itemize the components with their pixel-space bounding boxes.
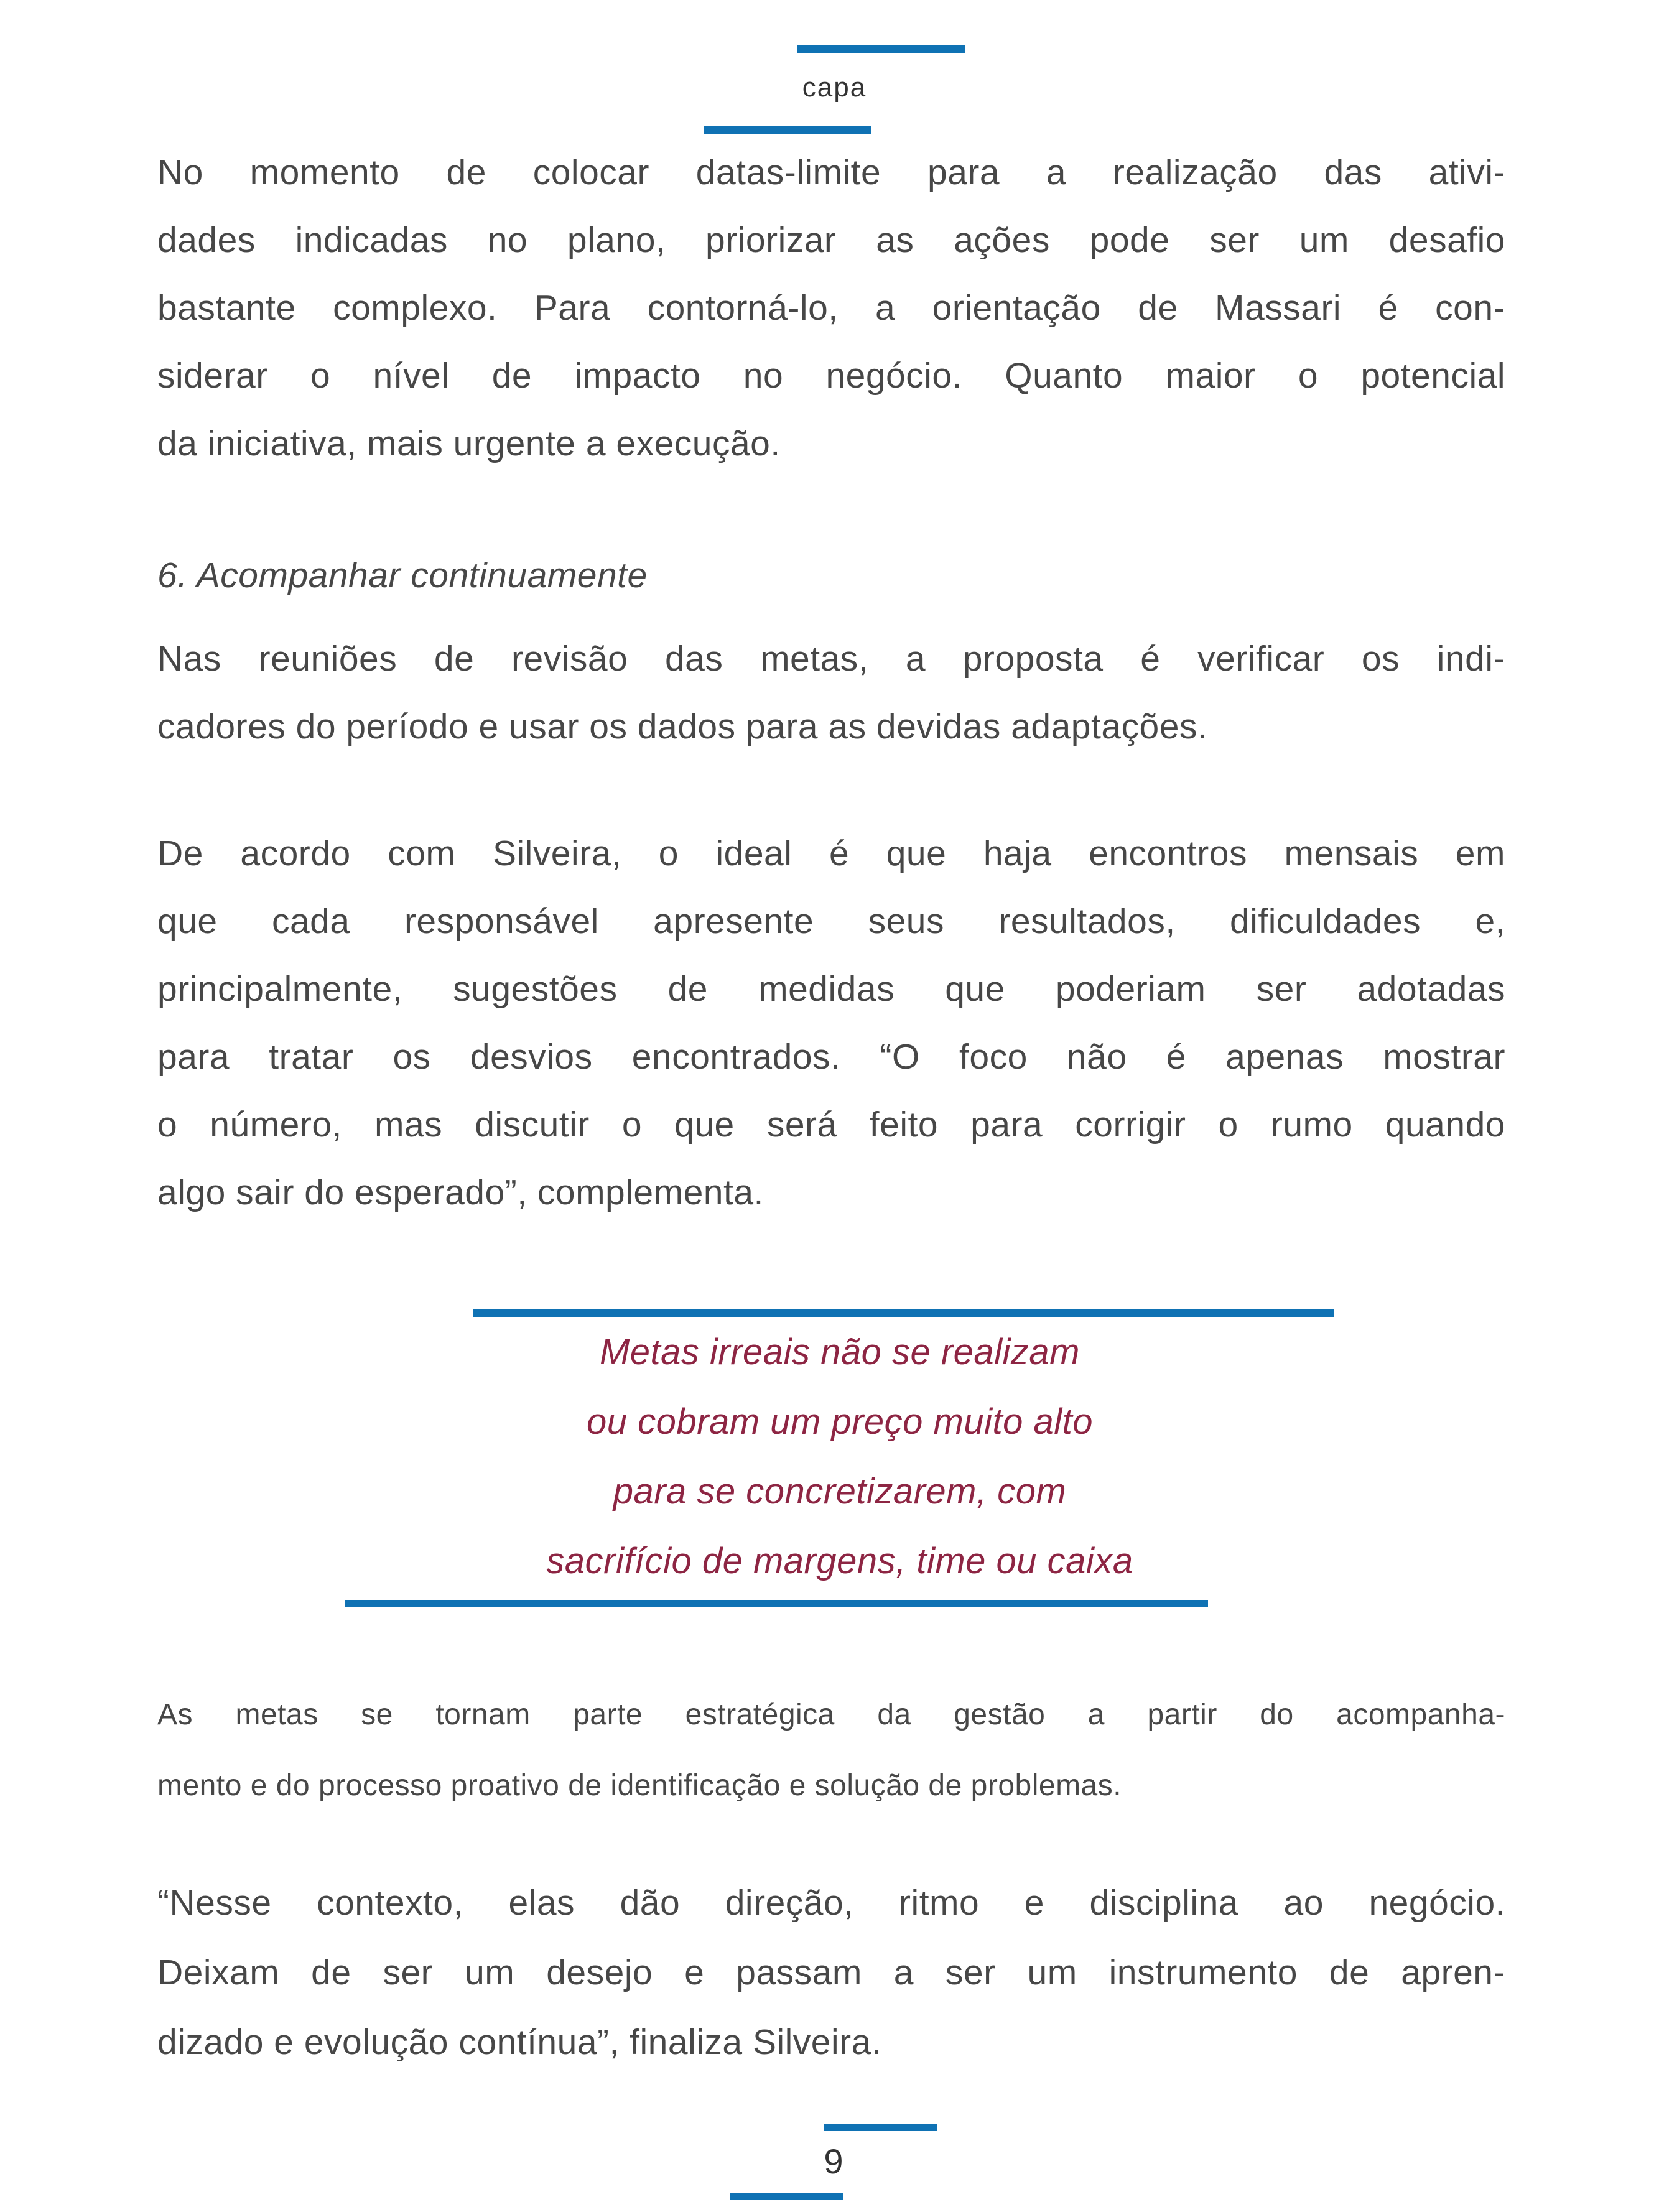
body-line: siderar o nível de impacto no negócio. Quanto maior o potencial (157, 356, 1505, 396)
body-line: De acordo com Silveira, o ideal é que haja encontros mensais em (157, 834, 1505, 873)
paragraph (157, 1868, 1505, 2077)
body-line: algo sair do esperado”, complementa. (157, 1173, 764, 1212)
body-line: bastante complexo. Para contorná-lo, a orientação de Massari é con- (157, 288, 1505, 328)
body-line: dizado e evolução contínua”, finaliza Silveira. (157, 2022, 882, 2062)
header-section-label: capa (802, 72, 867, 103)
pull-quote (373, 1317, 1306, 1596)
pull-quote-rule-bottom (345, 1600, 1208, 1607)
page-number: 9 (824, 2142, 843, 2181)
body-line: mento e do processo proativo de identificação e solução de problemas. (157, 1769, 1122, 1802)
pull-quote-line: Metas irreais não se realizam (599, 1332, 1080, 1372)
paragraph (157, 1680, 1505, 1821)
body-line: cadores do período e usar os dados para as devidas adaptações. (157, 707, 1208, 746)
pull-quote-line: para se concretizarem, com (613, 1471, 1067, 1512)
paragraph (157, 820, 1505, 1227)
body-line: o número, mas discutir o que será feito para corrigir o rumo quando (157, 1105, 1505, 1145)
pull-quote-rule-top (473, 1309, 1334, 1317)
pull-quote-line: ou cobram um preço muito alto (587, 1401, 1093, 1442)
body-line: Nas reuniões de revisão das metas, a proposta é verificar os indi- (157, 639, 1505, 679)
footer-rule-top (824, 2124, 937, 2131)
header-rule-top (797, 45, 965, 53)
body-line: que cada responsável apresente seus resultados, dificuldades e, (157, 901, 1505, 941)
body-line: para tratar os desvios encontrados. “O foco não é apenas mostrar (157, 1037, 1505, 1077)
body-line: “Nesse contexto, elas dão direção, ritmo e disciplina ao negócio. (157, 1883, 1505, 1923)
paragraph (157, 625, 1505, 761)
body-line: da iniciativa, mais urgente a execução. (157, 424, 781, 463)
header-rule-bottom (704, 126, 871, 134)
footer-rule-bottom (730, 2193, 843, 2200)
body-line: Deixam de ser um desejo e passam a ser um instrumento de apren- (157, 1953, 1505, 1992)
body-line: As metas se tornam parte estratégica da gestão a partir do acompanha- (157, 1698, 1505, 1731)
paragraph (157, 139, 1505, 478)
body-line: principalmente, sugestões de medidas que poderiam ser adotadas (157, 969, 1505, 1009)
body-line: dades indicadas no plano, priorizar as ações pode ser um desafio (157, 220, 1505, 260)
pull-quote-line: sacrifício de margens, time ou caixa (546, 1541, 1133, 1581)
body-line: No momento de colocar datas-limite para a realização das ativi- (157, 152, 1505, 192)
section-heading: 6. Acompanhar continuamente (157, 555, 648, 595)
